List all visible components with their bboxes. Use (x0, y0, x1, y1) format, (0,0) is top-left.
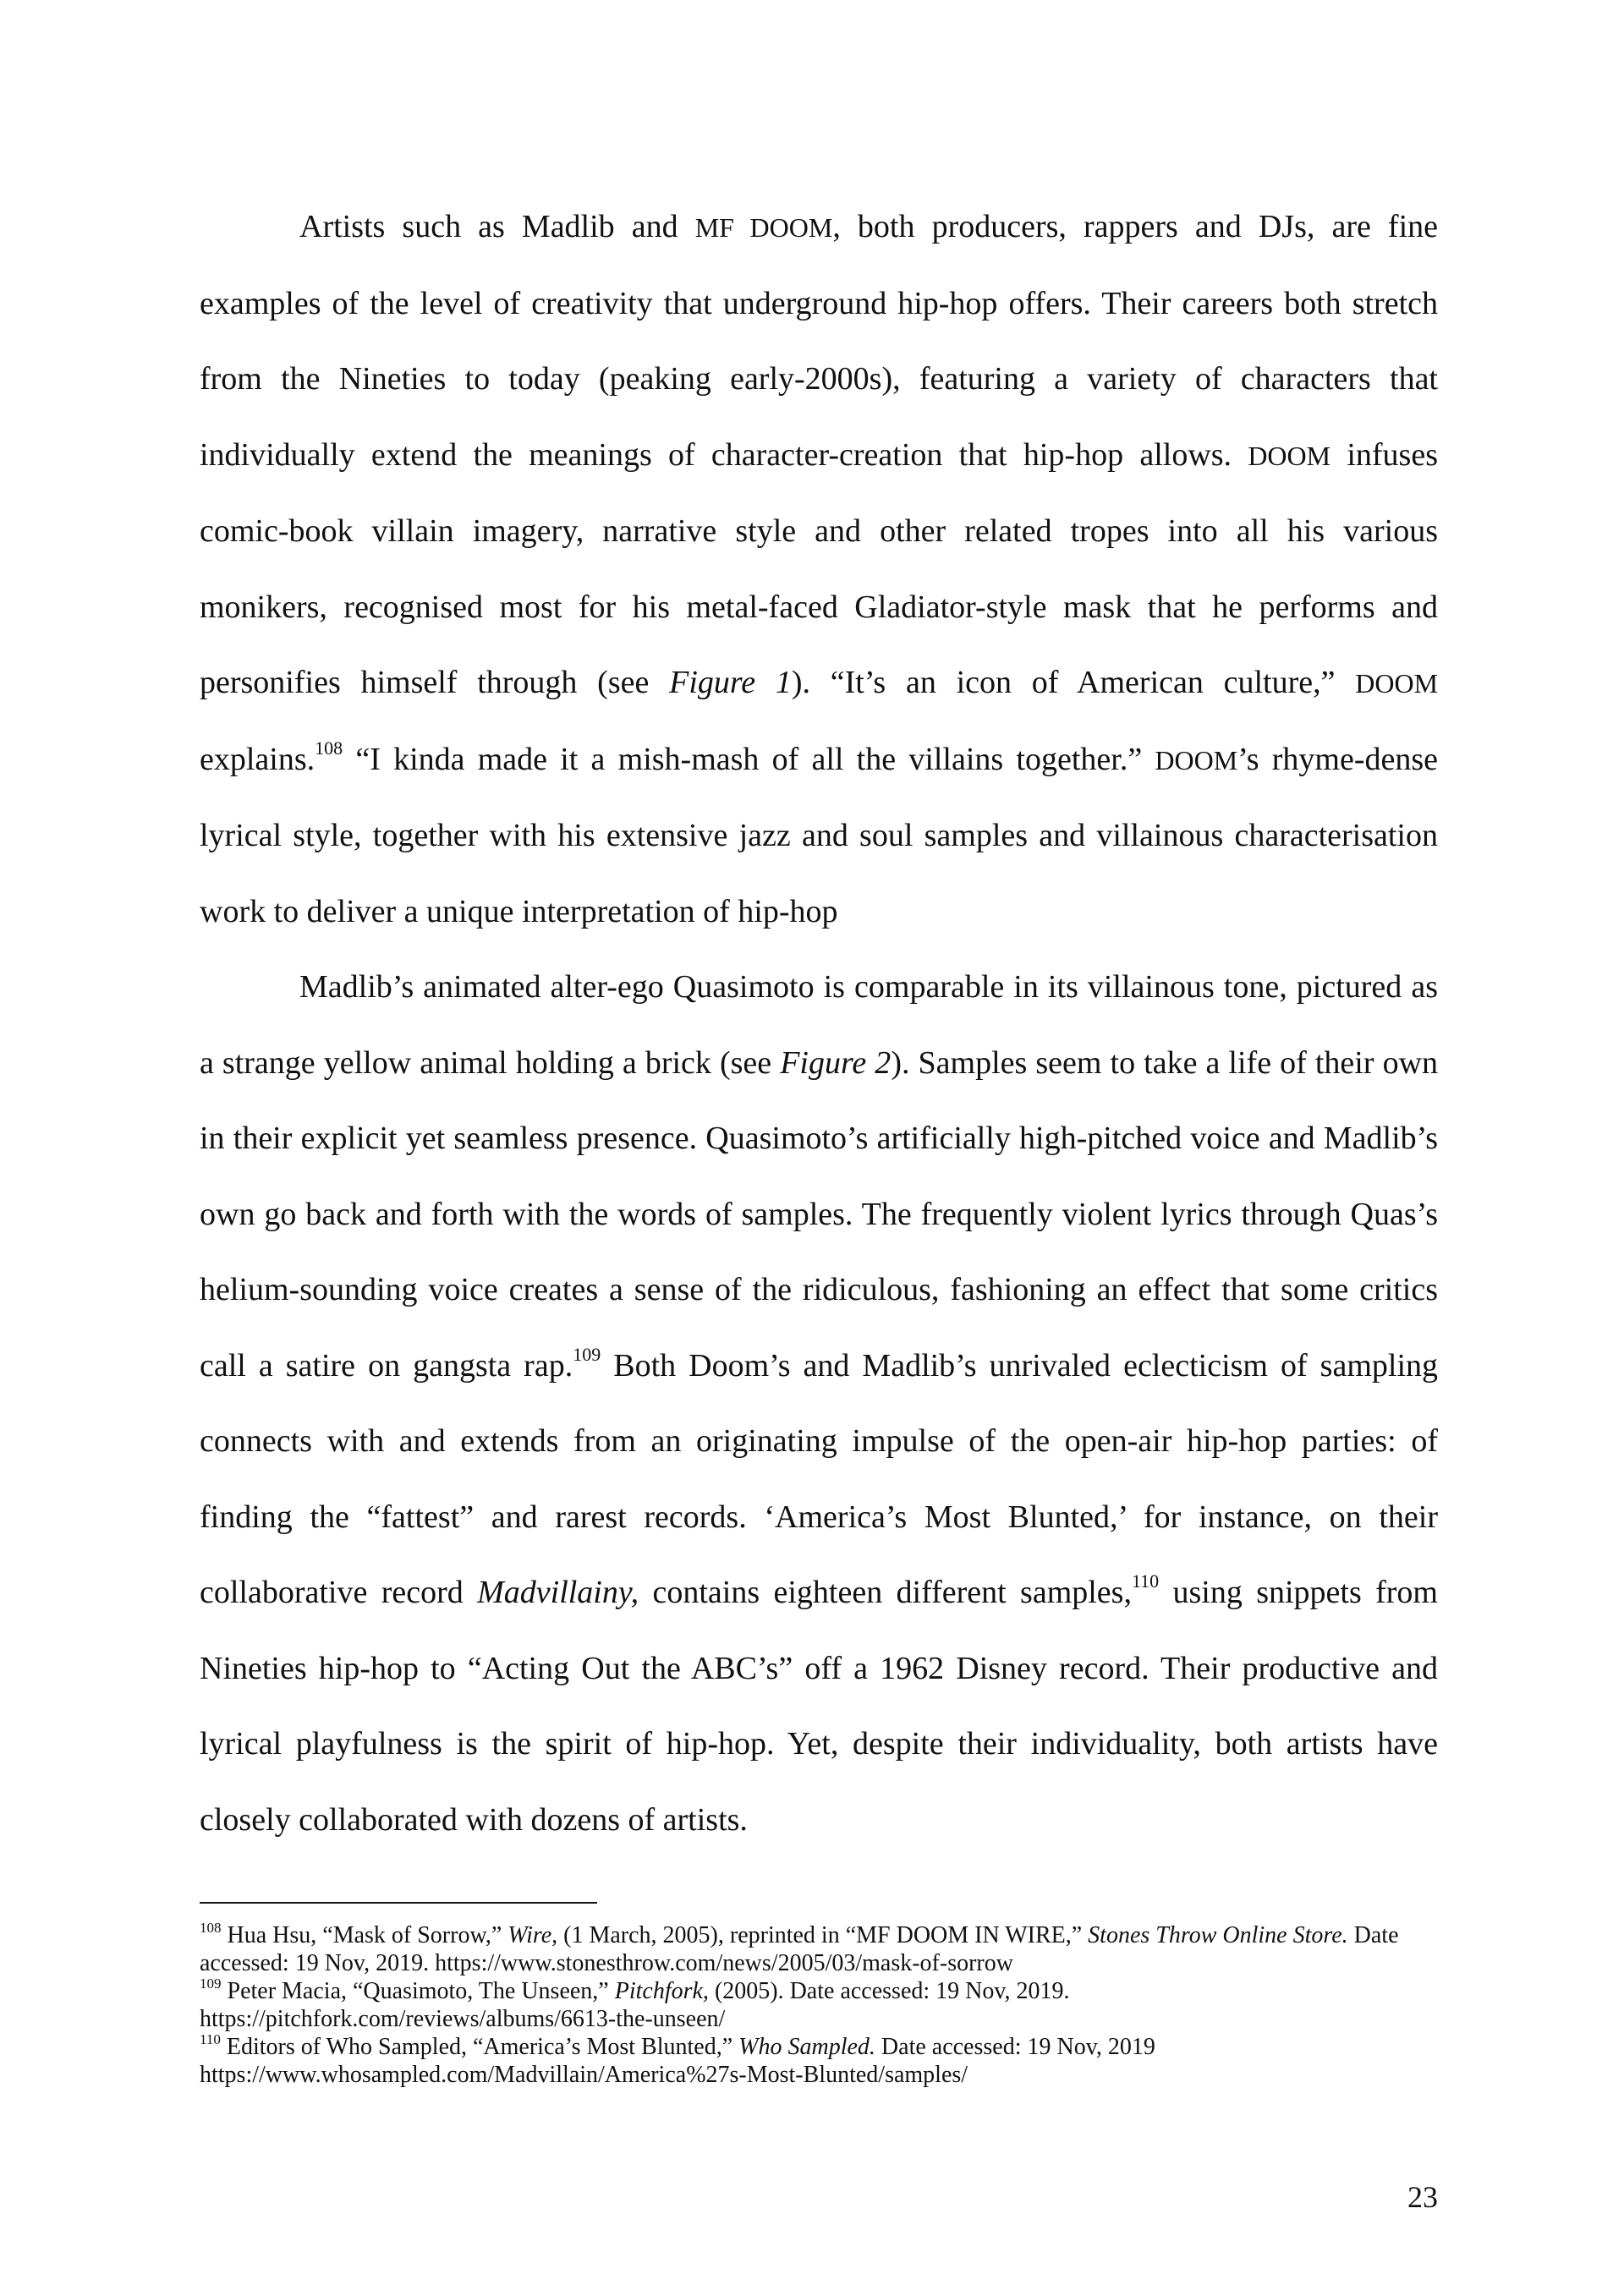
footnote-text: Hua Hsu, “Mask of Sorrow,” (221, 1922, 508, 1948)
footnote-source-title: Wire, (508, 1922, 558, 1948)
figure-reference: Figure 1 (669, 665, 792, 700)
footnote-marker: 109 (573, 1343, 601, 1365)
footnote-text: (2005). Date accessed: 19 Nov, 2019. https://pitchfork.com/reviews/albums/6613-the-unseen/ (200, 1978, 1070, 2032)
footnote-source-title: Stones Throw Online Store. (1088, 1922, 1348, 1948)
artist-name-doom: DOOM (1355, 668, 1439, 699)
footnote-text: Date accessed: 19 Nov, 2019 https://www.whosampled.com/Madvillain/America%27s-Most-Blunted/samples/ (200, 2034, 1155, 2088)
paragraph-1-text: , both producers, rappers and DJs, are fine examples of the level of creativity that underground hip-hop offers. Their careers both stretch from the Nineties to today (peaking early-2000s), featuring a variety of characters that individually extend the meanings of character-creation that hip-hop allows. (200, 209, 1438, 473)
footnote-110 (200, 2030, 1438, 2089)
footnote-text: Peter Macia, “Quasimoto, The Unseen,” (221, 1978, 615, 2004)
body-text (200, 189, 1438, 1858)
paragraph-1-text: ). “It’s an icon of American culture,” (791, 665, 1356, 700)
album-title: Madvillainy, (477, 1575, 639, 1610)
paragraph-2-text: ). Samples seem to take a life of their own in their explicit yet seamless presence. Quasimoto’s artificially high-pitched voice and Madlib’s own go back and forth with the words of samples. The frequently violent lyrics through Quas’s helium-sounding voice creates a sense of the ridiculous, fashioning an effect that some critics call a satire on gangsta rap. (200, 1044, 1439, 1384)
artist-name-doom: MF DOOM (694, 212, 833, 243)
footnote-separator (200, 1902, 597, 1904)
artist-name-doom: DOOM (1155, 744, 1238, 775)
footnote-number: 109 (200, 1975, 222, 1992)
footnote-108 (200, 1921, 1438, 1977)
footnote-marker: 108 (315, 737, 343, 759)
footnote-source-title: Pitchfork, (614, 1978, 709, 2004)
footnote-text: (1 March, 2005), reprinted in “MF DOOM IN WIRE,” (557, 1922, 1089, 1948)
paragraph-2-text: using snippets from Nineties hip-hop to “Acting Out the ABC’s” off a 1962 Disney record. Their productive and lyrical playfulness is the spirit of hip-hop. Yet, despite their individuality, both artists have closely collaborated with dozens of artists. (200, 1575, 1438, 1838)
paragraph-1-text: infuses comic-book villain imagery, narrative style and other related tropes into all his various monikers, recognised most for his metal-faced Gladiator-style mask that he performs and personifies himself through (see (200, 436, 1439, 700)
paragraph-2-text: Madlib’s animated alter-ego Quasimoto is comparable in its villainous tone, pictured as a strange yellow animal holding a brick (see (200, 969, 1438, 1081)
footnote-source-title: Who Sampled. (738, 2034, 875, 2060)
paragraph-2-text: contains eighteen different samples, (639, 1575, 1132, 1610)
paragraph-2 (200, 950, 1438, 1858)
footnotes (200, 1921, 1438, 2089)
footnote-number: 110 (200, 2030, 221, 2047)
paragraph-1-text: Artists such as Madlib and (299, 209, 695, 244)
footnote-109 (200, 1977, 1438, 2033)
footnote-marker: 110 (1131, 1570, 1160, 1592)
paragraph-1-text: “I kinda made it a mish-mash of all the villains together.” (343, 741, 1155, 777)
paragraph-2-text: Both Doom’s and Madlib’s unrivaled eclecticism of sampling connects with and extends from an originating impulse of the open-air hip-hop parties: of finding the “fattest” and rarest records. ‘America’s Most Blunted,’ for instance, on their collaborative record (200, 1347, 1439, 1610)
footnote-number: 108 (200, 1919, 222, 1936)
artist-name-doom: DOOM (1248, 440, 1331, 471)
page-number: 23 (1407, 2180, 1438, 2214)
paragraph-1 (200, 189, 1438, 950)
footnote-text: Date accessed: 19 Nov, 2019. https://www.stonesthrow.com/news/2005/03/mask-of-sorrow (200, 1922, 1399, 1976)
footnote-text: Editors of Who Sampled, “America’s Most Blunted,” (220, 2034, 739, 2060)
paragraph-1-text: ’s rhyme-dense lyrical style, together with his extensive jazz and soul samples and villainous characterisation work to deliver a unique interpretation of hip-hop (200, 741, 1438, 929)
paragraph-1-text: explains. (200, 741, 315, 777)
figure-reference: Figure 2 (780, 1044, 892, 1081)
